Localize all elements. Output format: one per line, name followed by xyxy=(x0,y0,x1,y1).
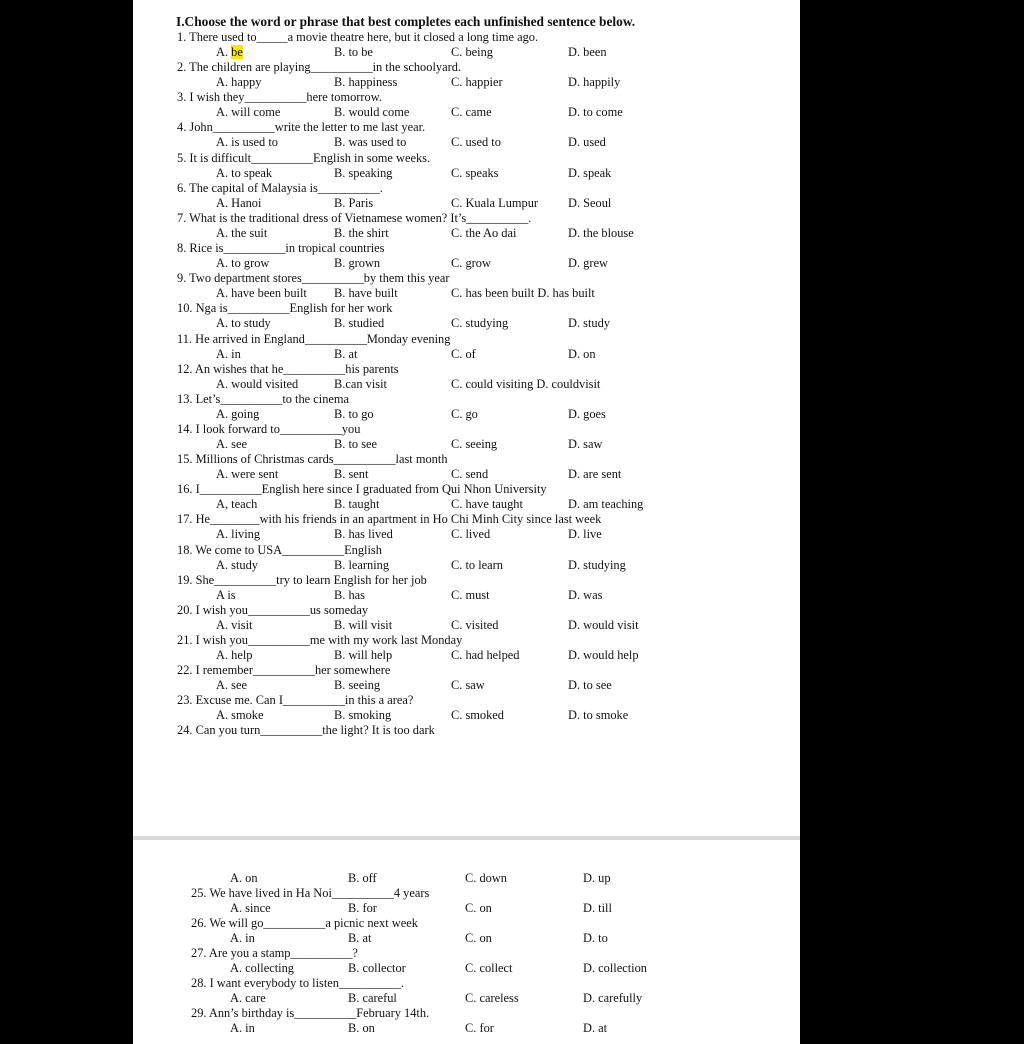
answer-option-d: D. study xyxy=(568,316,610,331)
answer-option-b: B. for xyxy=(348,901,377,915)
answer-option-a: A. would visited xyxy=(216,376,299,391)
answer-option-d: D. are sent xyxy=(568,467,622,482)
question-text: 16. I__________English here since I graduated from Qui Nhon University xyxy=(177,482,547,497)
answer-option-b: B. at xyxy=(348,931,372,946)
question-text: 18. We come to USA__________English xyxy=(177,542,382,557)
answer-option-b: B. will help xyxy=(334,648,393,662)
answer-option-c: C. used to xyxy=(451,135,501,150)
question-text: 5. It is difficult__________English in some weeks. xyxy=(177,150,431,165)
answer-option-d: D. would visit xyxy=(568,617,639,632)
answer-option-c: C. seeing xyxy=(451,436,498,451)
question-text: 14. I look forward to__________you xyxy=(177,421,361,436)
answer-option-b: B. has lived xyxy=(334,527,393,542)
answer-option-c: C. Kuala Lumpur xyxy=(451,195,539,210)
answer-option-c: C. collect xyxy=(465,961,513,976)
answer-option-d: D. to smoke xyxy=(568,708,629,723)
answer-option-d: D. speak xyxy=(568,165,612,180)
answer-option-d: D. would help xyxy=(568,648,639,662)
question-text: 19. She__________try to learn English for her job xyxy=(177,572,427,587)
answer-option-a: A. were sent xyxy=(216,467,279,482)
answer-option-b: B. would come xyxy=(334,105,410,120)
answer-option-a: A. going xyxy=(216,406,260,421)
answer-option-d: D. grew xyxy=(568,256,608,271)
answer-option-c: C. has been built D. has built xyxy=(451,286,595,301)
worksheet-page-2 xyxy=(133,840,800,1044)
answer-option-b: B. learning xyxy=(334,557,390,572)
answer-option-b: B. speaking xyxy=(334,165,393,180)
question-text: 23. Excuse me. Can I__________in this a area? xyxy=(177,693,414,708)
answer-option-a: A. to speak xyxy=(216,165,273,180)
question-text: 6. The capital of Malaysia is__________. xyxy=(177,180,383,195)
answer-option-d: D. live xyxy=(568,527,602,542)
answer-option-a: A. help xyxy=(216,648,253,662)
question-text: 10. Nga is__________English for her work xyxy=(177,301,393,316)
question-text: 26. We will go__________a picnic next week xyxy=(191,916,418,931)
question-text: 12. An wishes that he__________his parents xyxy=(177,361,399,376)
question-text: 22. I remember__________her somewhere xyxy=(177,663,391,678)
answer-option-a: A. in xyxy=(230,1021,255,1036)
question-text: 9. Two department stores__________by them this year xyxy=(177,271,450,286)
answer-option-d: D. goes xyxy=(568,406,606,421)
answer-option-b: B.can visit xyxy=(334,376,387,391)
answer-option-d: D. the blouse xyxy=(568,225,634,240)
answer-option-c: C. studying xyxy=(451,316,509,331)
answer-option-a: A. living xyxy=(216,527,261,542)
exercise-heading: I.Choose the word or phrase that best completes each unfinished sentence below. xyxy=(176,14,636,29)
worksheet-page-1 xyxy=(133,0,800,836)
answer-option-c: C. smoked xyxy=(451,708,505,723)
answer-option-c: C. lived xyxy=(451,527,491,542)
answer-option-d: D. saw xyxy=(568,436,603,451)
answer-option-a: A. Hanoi xyxy=(216,195,262,210)
answer-option-a: A. see xyxy=(216,436,247,451)
answer-option-d: D. happily xyxy=(568,75,621,90)
answer-option-a: A is xyxy=(216,587,236,602)
answer-option-a: A. see xyxy=(216,678,247,693)
answer-option-a: A. since xyxy=(230,901,271,915)
answer-option-a xyxy=(216,45,243,60)
answer-option-b: B. to go xyxy=(334,406,374,421)
answer-option-a: A. visit xyxy=(216,617,253,632)
answer-option-d: D. used xyxy=(568,135,606,150)
answer-option-b: B. seeing xyxy=(334,678,381,693)
answer-option-a: A. will come xyxy=(216,105,281,120)
answer-option-a: A. collecting xyxy=(230,961,294,976)
answer-option-c: C. to learn xyxy=(451,557,503,572)
question-text: 4. John__________write the letter to me last year. xyxy=(177,120,426,135)
answer-option-b: B. at xyxy=(334,346,358,361)
highlighted-answer: be xyxy=(231,45,243,59)
answer-option-b: B. smoking xyxy=(334,708,392,723)
answer-option-a: A. to study xyxy=(216,316,271,331)
answer-option-a: A. study xyxy=(216,557,258,572)
answer-option-b: B. happiness xyxy=(334,75,398,90)
answer-option-c: C. have taught xyxy=(451,497,523,512)
answer-option-b: B. grown xyxy=(334,256,381,271)
answer-option-b: B. the shirt xyxy=(334,225,389,240)
answer-option-c: C. careless xyxy=(465,991,519,1006)
answer-option-a: A. in xyxy=(230,931,255,946)
answer-option-d: D. Seoul xyxy=(568,195,612,210)
answer-option-a: A. smoke xyxy=(216,708,264,723)
answer-option-b: B. taught xyxy=(334,497,380,512)
answer-option-c: C. on xyxy=(465,901,492,915)
question-text: 17. He________with his friends in an apartment in Ho Chi Minh City since last week xyxy=(177,512,602,527)
answer-option-c: C. had helped xyxy=(451,648,520,662)
answer-option-b: B. to be xyxy=(334,45,373,59)
question-text: 1. There used to_____a movie theatre here, but it closed a long time ago. xyxy=(177,30,539,44)
answer-option-c: C. happier xyxy=(451,75,503,90)
answer-option-d: D. been xyxy=(568,45,607,59)
answer-option-c: C. visited xyxy=(451,617,499,632)
answer-option-d: D. till xyxy=(583,901,612,915)
question-text: 2. The children are playing__________in the schoolyard. xyxy=(177,60,461,75)
answer-option-b: B. careful xyxy=(348,991,397,1006)
answer-option-b: B. sent xyxy=(334,467,369,482)
answer-option-d: D. to come xyxy=(568,105,623,120)
answer-option-c: C. on xyxy=(465,931,492,946)
answer-option-b: B. off xyxy=(348,871,377,885)
question-text: 20. I wish you__________us someday xyxy=(177,602,369,617)
answer-option-d: D. at xyxy=(583,1021,608,1036)
answer-option-a: A. is used to xyxy=(216,135,278,150)
answer-option-c: C. of xyxy=(451,346,476,361)
question-text: 13. Let’s__________to the cinema xyxy=(177,391,350,406)
answer-option-a: A. to grow xyxy=(216,256,270,271)
answer-option-d: D. up xyxy=(583,871,611,885)
question-text: 21. I wish you__________me with my work last Monday xyxy=(177,633,463,647)
answer-option-b: B. to see xyxy=(334,436,378,451)
answer-option-a: A. happy xyxy=(216,75,262,90)
answer-option-d: D. collection xyxy=(583,961,647,976)
question-text: 24. Can you turn__________the light? It is too dark xyxy=(177,723,435,738)
question-text: 15. Millions of Christmas cards__________last month xyxy=(177,452,448,467)
answer-option-d: D. am teaching xyxy=(568,497,644,512)
question-text: 29. Ann’s birthday is__________February 14th. xyxy=(191,1006,430,1021)
answer-option-d: D. to see xyxy=(568,678,612,693)
answer-option-b: B. has xyxy=(334,587,365,602)
answer-option-c: C. grow xyxy=(451,256,491,271)
question-text: 3. I wish they__________here tomorrow. xyxy=(177,90,382,105)
answer-option-c: C. down xyxy=(465,871,507,885)
answer-option-d: D. carefully xyxy=(583,991,643,1006)
answer-option-b: B. will visit xyxy=(334,617,393,632)
answer-option-d: D. was xyxy=(568,587,603,602)
answer-option-c: C. being xyxy=(451,45,493,59)
answer-option-d: D. on xyxy=(568,346,596,361)
answer-option-a: A. care xyxy=(230,991,266,1006)
answer-option-a: A. have been built xyxy=(216,286,307,301)
question-text: 11. He arrived in England__________Monday evening xyxy=(177,331,451,346)
answer-option-c: C. the Ao dai xyxy=(451,225,517,240)
answer-option-d: D. to xyxy=(583,931,608,946)
answer-option-c: C. came xyxy=(451,105,492,120)
answer-option-c: C. could visiting D. couldvisit xyxy=(451,376,601,391)
answer-option-c: C. must xyxy=(451,587,490,602)
answer-option-c: C. for xyxy=(465,1021,494,1036)
answer-option-b: B. was used to xyxy=(334,135,407,150)
answer-option-c: C. speaks xyxy=(451,165,499,180)
answer-option-b: B. collector xyxy=(348,961,406,976)
answer-option-c: C. send xyxy=(451,467,489,482)
answer-option-a: A. in xyxy=(216,346,241,361)
question-text: 28. I want everybody to listen__________. xyxy=(191,976,405,991)
answer-option-d: D. studying xyxy=(568,557,626,572)
question-text: 7. What is the traditional dress of Vietnamese women? It’s__________. xyxy=(177,210,532,225)
answer-option-a: A. the suit xyxy=(216,225,268,240)
question-text: 27. Are you a stamp__________? xyxy=(191,946,358,961)
answer-option-a: A, teach xyxy=(216,497,258,512)
option-letter: A. xyxy=(216,45,232,59)
answer-option-c: C. go xyxy=(451,406,478,421)
question-text: 25. We have lived in Ha Noi__________4 years xyxy=(191,886,430,900)
answer-option-b: B. studied xyxy=(334,316,385,331)
answer-option-b: B. Paris xyxy=(334,195,374,210)
answer-option-b: B. have built xyxy=(334,286,398,301)
question-text: 8. Rice is__________in tropical countries xyxy=(177,241,385,256)
answer-option-a: A. on xyxy=(230,871,258,885)
answer-option-b: B. on xyxy=(348,1021,375,1036)
answer-option-c: C. saw xyxy=(451,678,485,693)
